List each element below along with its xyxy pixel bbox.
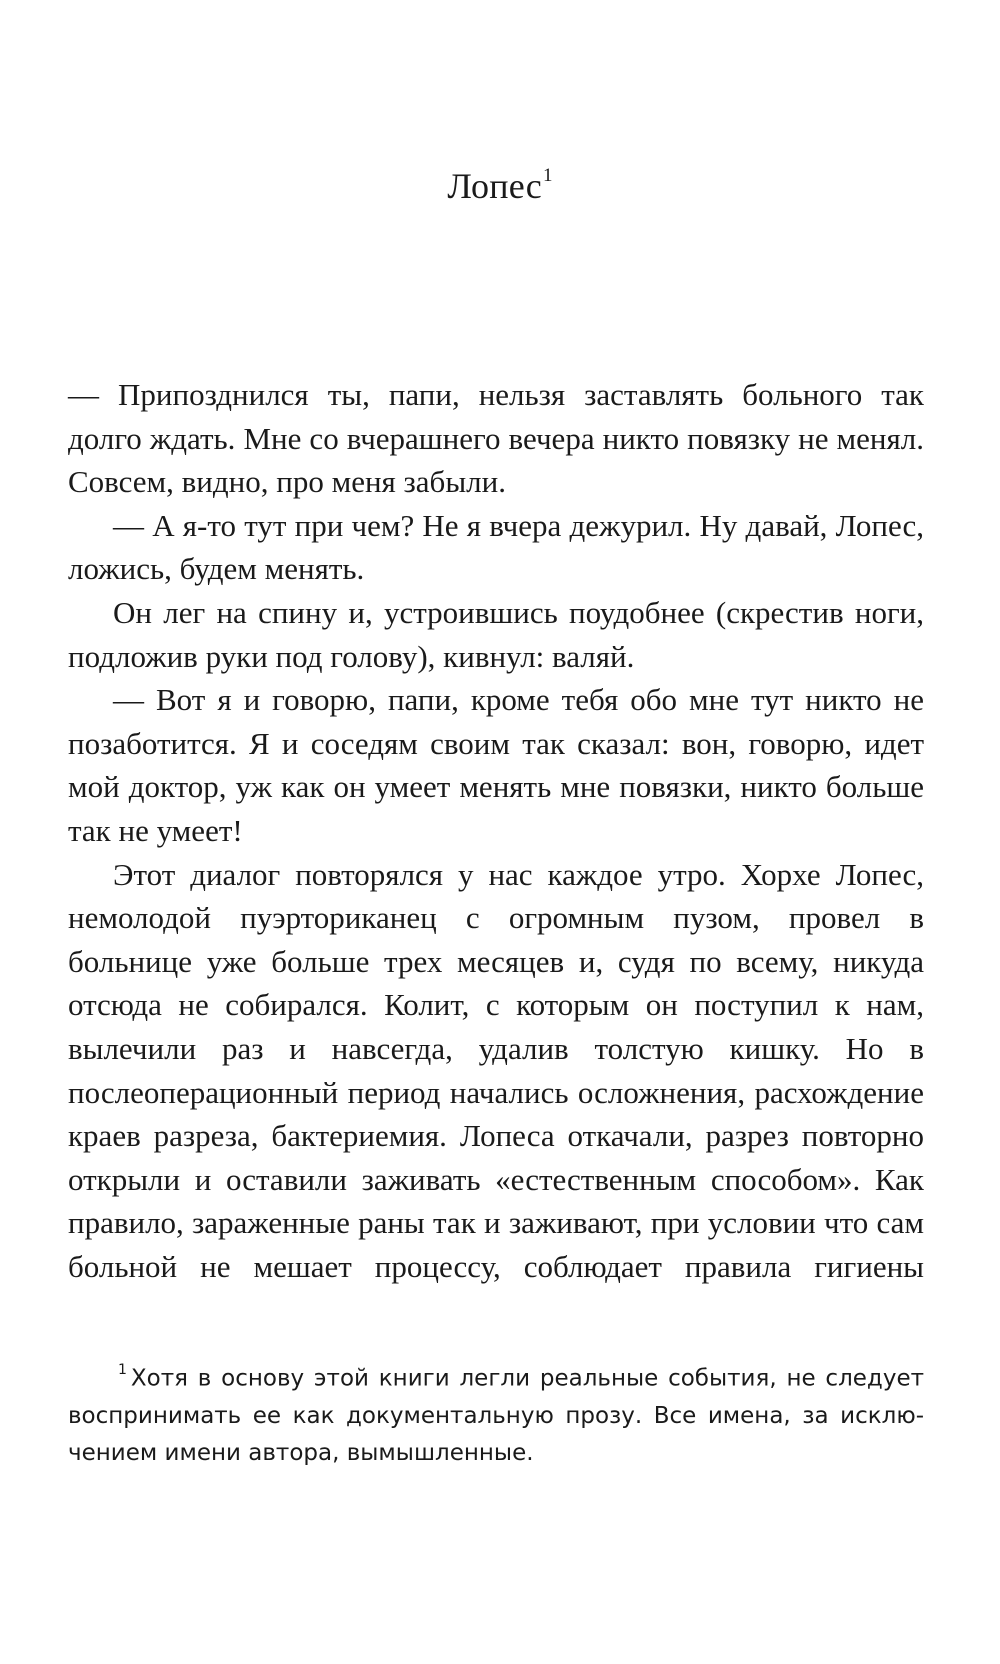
footnote-reference: 1 <box>542 165 553 186</box>
chapter-body <box>68 373 924 1288</box>
paragraph-4: — Вот я и говорю, папи, кроме тебя обо мне тут никто не позаботится. Я и соседям своим так сказал: вон, говорю, идет мой доктор, уж как он умеет менять мне повязки, никто больше так не умеет! <box>68 682 924 848</box>
footnote-marker: 1 <box>118 1362 127 1378</box>
paragraph-2: — А я-то тут при чем? Не я вчера дежурил. Ну давай, Лопес, ложись, будем менять. <box>68 507 924 587</box>
footnote <box>68 1355 924 1472</box>
paragraph-5: Этот диалог повторялся у нас каждое утро. Хорхе Лопес, немолодой пуэрториканец с огромным пузом, провел в больнице уже больше трех месяцев и, судя по всему, никуда отсюда не собирался. Колит, с которым он поступил к нам, вылечили раз и навсегда, удалив толстую кишку. Но в послеоперационный период начались осложнения, расхождение краев разреза, бактериемия. Лопеса откачали, разрез повторно открыли и оставили заживать «естественным способом». Как правило, зараженные раны так и заживают, при условии что сам больной не мешает процессу, соблюдает правила гигиены <box>68 856 924 1284</box>
paragraph-1: — Припозднился ты, папи, нельзя заставлять больного так долго ждать. Мне со вчерашнего вечера никто повязку не менял. Совсем, видно, про меня забыли. <box>68 377 924 500</box>
footnote-text: Хотя в основу этой книги легли реальные события, не следует воспринимать ее как документальную прозу. Все имена, за исключением имени автора, вымышленные. <box>68 1365 924 1466</box>
chapter-title-text: Лопес <box>447 166 542 206</box>
paragraph-3: Он лег на спину и, устроившись поудобнее (скрестив ноги, подложив руки под голову), кивнул: валяй. <box>68 594 924 674</box>
chapter-title <box>0 158 1000 208</box>
